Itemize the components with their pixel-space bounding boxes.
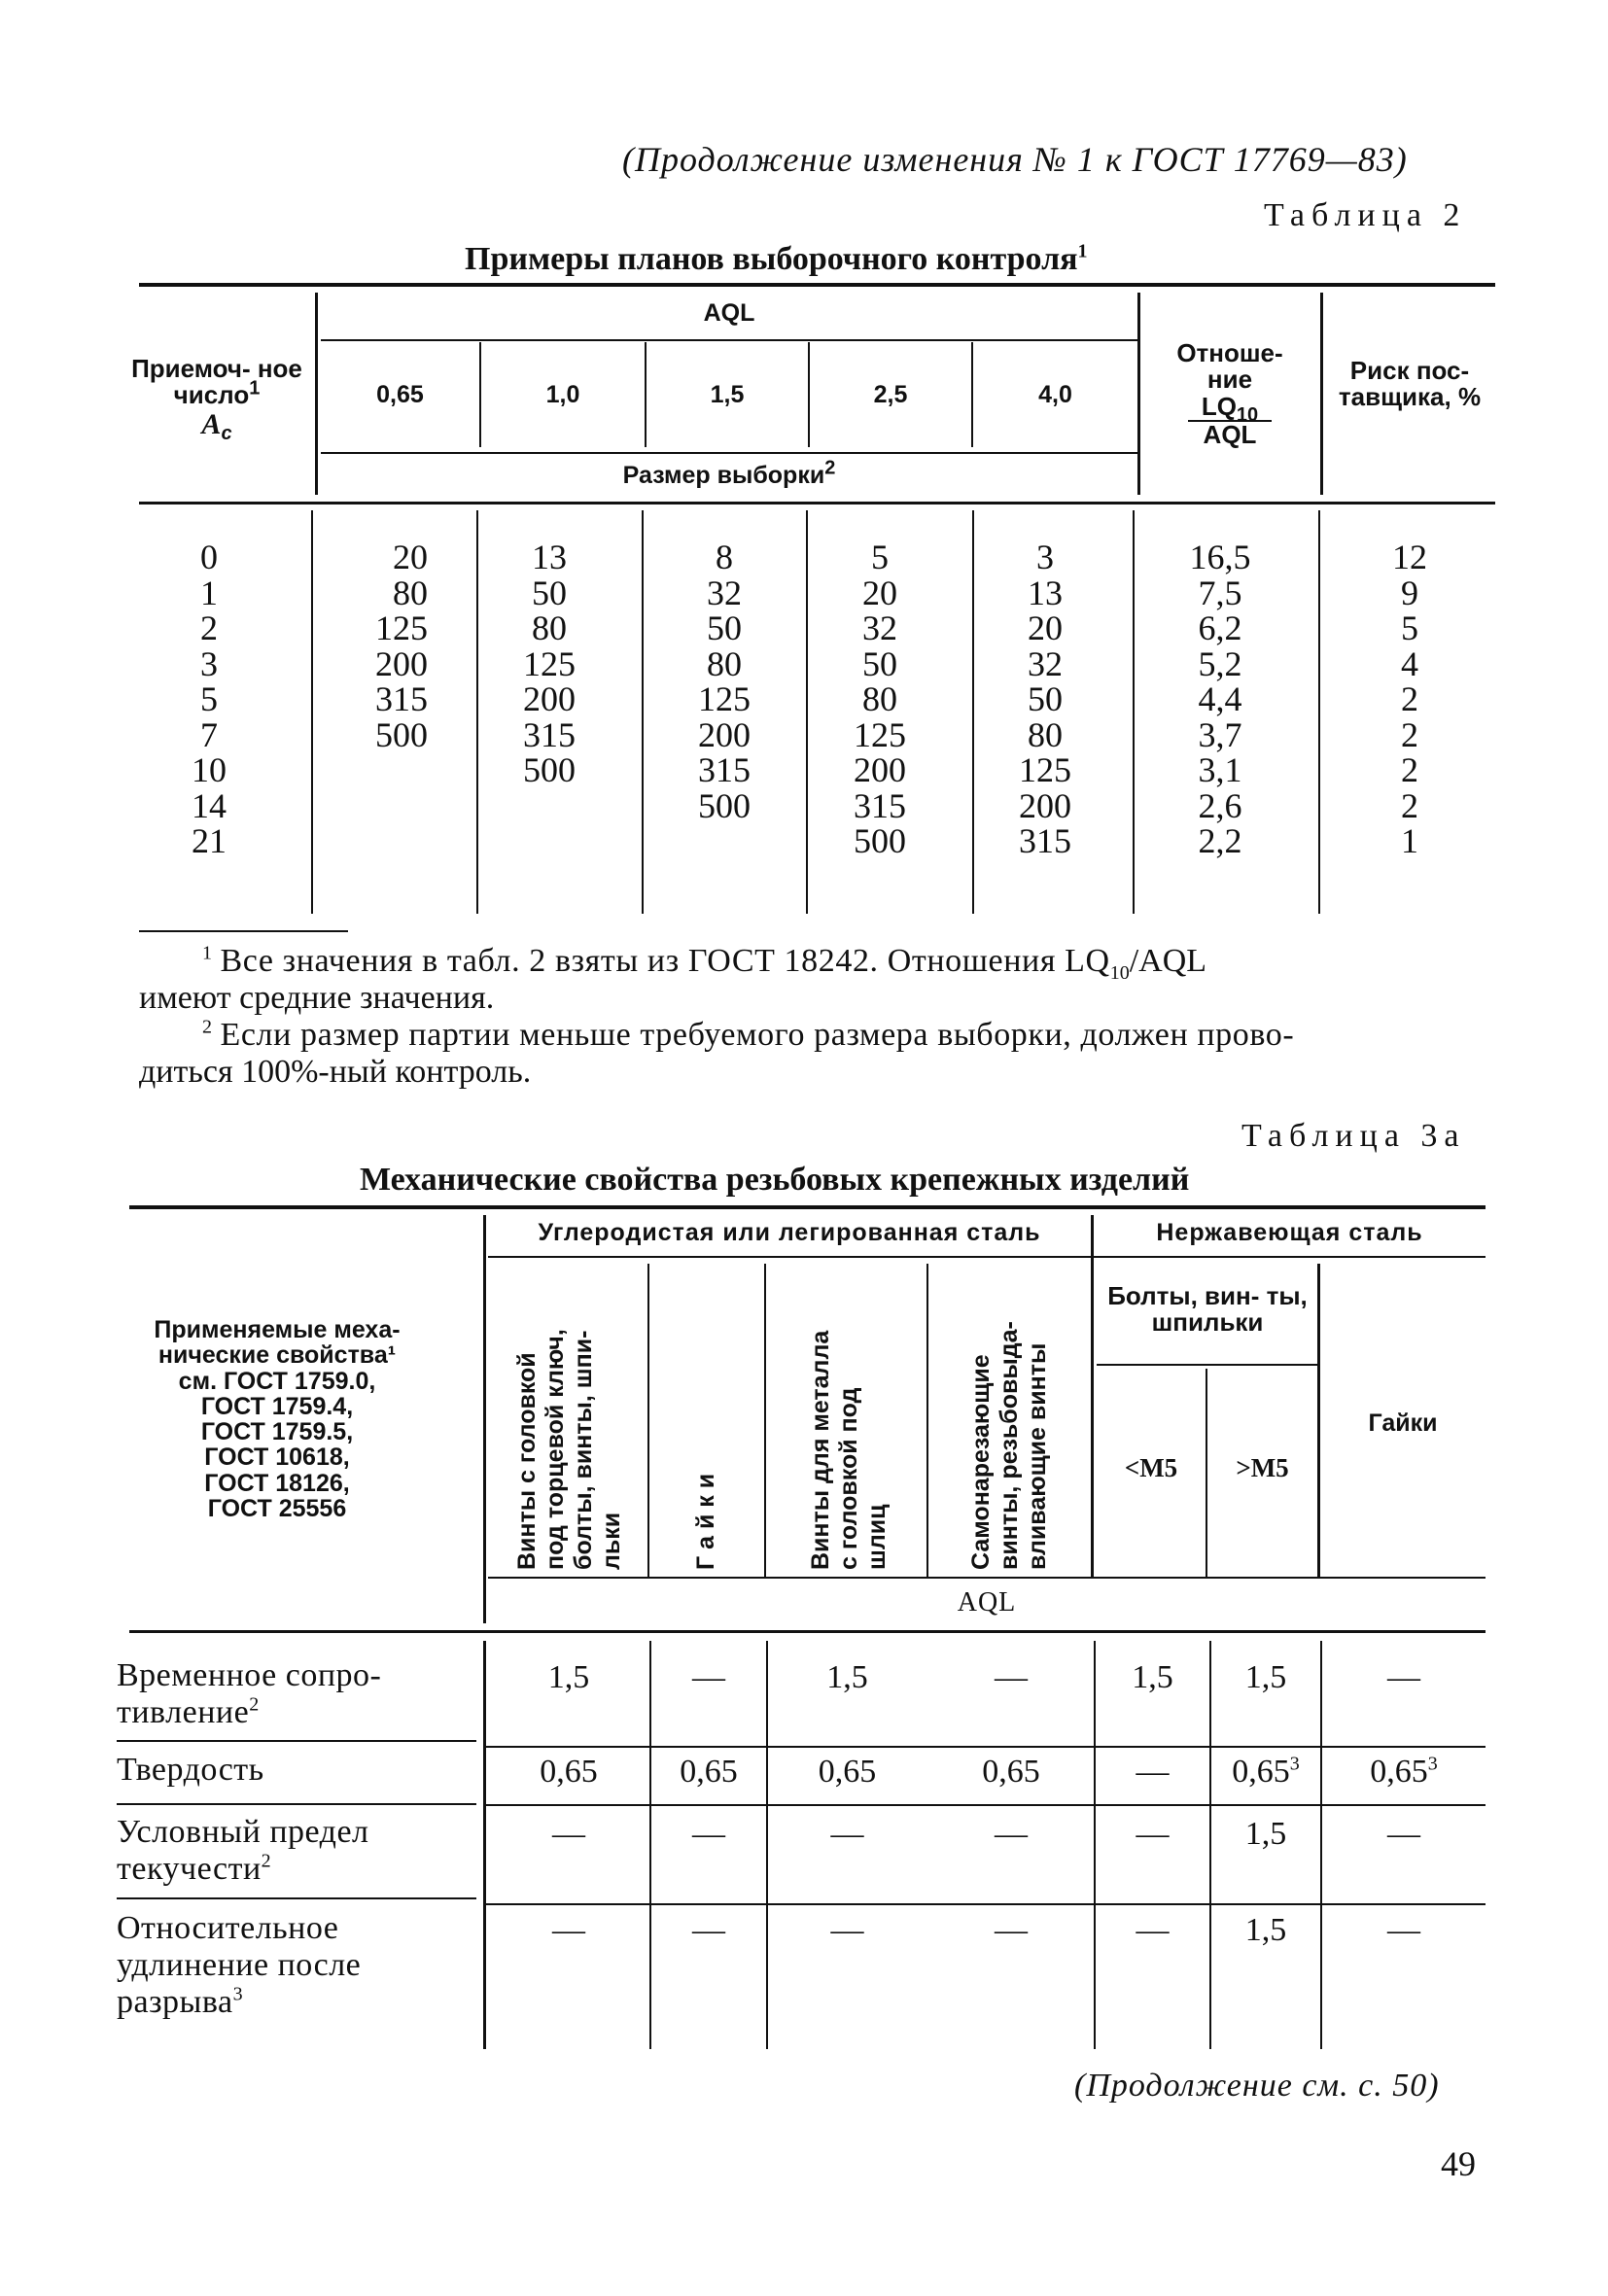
t3-row-label-2 (117, 1814, 369, 1888)
t3-head-col-bolt-screws (513, 1329, 626, 1570)
t2-cell-aql_25-5: 125 (854, 714, 906, 754)
t2-cell-aql_25-6: 200 (854, 750, 906, 789)
t2-cell-aql_15-3: 80 (707, 644, 742, 683)
t3-head-bolts: Болты, вин- ты, шпильки (1107, 1281, 1308, 1338)
t2-cell-acceptance-5: 7 (200, 714, 218, 754)
t3-row-2-label-sup: 2 (261, 1850, 272, 1872)
t2-cell-acceptance-7: 14 (192, 785, 227, 825)
t2-aql-10: 1,0 (545, 381, 580, 408)
t3-cell-r2-c6: — (1387, 1816, 1420, 1852)
t2-col-aql-40 (992, 539, 1099, 859)
footer-continuation: (Продолжение см. с. 50) (1074, 2068, 1440, 2104)
t2-cell-aql_40-3: 32 (1028, 644, 1063, 683)
t2-cell-acceptance-1: 1 (200, 573, 218, 612)
t3-head-props-line-2: см. ГОСТ 1759.0, (178, 1367, 376, 1395)
t2-aql-15: 1,5 (710, 381, 745, 408)
t2-cell-ratio-3: 5,2 (1198, 644, 1242, 683)
t3-cell-r2-c0: — (552, 1816, 585, 1852)
t2-cell-aql_10-0: 13 (532, 538, 567, 576)
t2-cell-aql_25-2: 32 (862, 609, 897, 647)
t3-cell-r0-c5: 1,5 (1244, 1659, 1287, 1695)
t3-head-col-3-line-2: вливающие винты (1024, 1342, 1051, 1570)
t3-cell-r2-c2: — (830, 1816, 864, 1852)
t3-cell-r1-c2: 0,65 (818, 1754, 877, 1790)
t3-head-gt-m5: >M5 (1236, 1453, 1289, 1482)
t2-head-sample-size-text: Размер выборки (622, 462, 825, 489)
footnote-1-end: /AQL (1129, 943, 1207, 979)
t2-cell-aql_25-0: 5 (871, 538, 889, 576)
t3-cell-r0-c3: — (995, 1659, 1028, 1695)
t3-head-col-metal-screws (807, 1331, 891, 1570)
t2-cell-aql_065-1: 80 (393, 573, 428, 612)
t3-row-1-label-line-0: Твердость (117, 1752, 264, 1788)
t2-cell-aql_065-3: 200 (375, 644, 428, 683)
t2-cell-risk-5: 2 (1401, 714, 1418, 754)
t2-cell-aql_15-5: 200 (698, 714, 751, 754)
t2-head-acceptance-text: Приемоч- ное число (131, 354, 302, 410)
footnote-1-text: Все значения в табл. 2 взяты из ГОСТ 18242. Отношения LQ (220, 943, 1110, 979)
t3-cell-r2-c3: — (995, 1816, 1028, 1852)
t3-cell-r1-c3: 0,65 (982, 1754, 1040, 1790)
t2-cell-risk-2: 5 (1401, 609, 1418, 647)
t3-cell-r3-c2: — (830, 1912, 864, 1948)
continuation-header: (Продолжение изменения № 1 к ГОСТ 17769—83) (622, 140, 1408, 179)
t2-col-aql-065 (321, 539, 428, 752)
t2-cell-aql_25-3: 50 (862, 644, 897, 683)
t3-cell-r0-c2: 1,5 (826, 1659, 868, 1695)
t2-cell-acceptance-8: 21 (192, 821, 227, 860)
t2-aql-25: 2,5 (873, 381, 908, 408)
t2-cell-aql_15-2: 50 (707, 609, 742, 647)
t3-head-carbon: Углеродистая или легированная сталь (538, 1219, 1041, 1246)
t3-head-col-1-line-0: Г а й к и (692, 1473, 719, 1570)
t3-head-col-0-line-1: под торцевой ключ, (542, 1329, 569, 1570)
t2-head-aql: AQL (703, 299, 755, 327)
t2-cell-aql_25-8: 500 (854, 821, 906, 860)
t2-cell-risk-4: 2 (1401, 679, 1418, 718)
t3-cell-r1-c1: 0,65 (680, 1754, 738, 1790)
t2-head-ratio (1142, 340, 1317, 448)
footnote-1-mark: 1 (202, 942, 212, 964)
t3-row-2-label-line-0: Условный предел (117, 1814, 369, 1850)
t2-head-ratio-line1: Отноше- (1176, 338, 1283, 367)
page-number: 49 (1441, 2144, 1476, 2183)
t3-row-3-label-line-2: разрыва$^3$ (117, 1983, 244, 2020)
t2-col-ratio (1152, 539, 1288, 859)
t2-col-aql-25 (826, 539, 933, 859)
t2-cell-aql_065-2: 125 (375, 609, 428, 647)
t2-cell-risk-8: 1 (1401, 821, 1418, 860)
t2-cell-aql_25-4: 80 (862, 679, 897, 718)
t3-head-col-3-line-0: Самонарезающие (967, 1354, 995, 1570)
t2-cell-aql_40-7: 200 (1019, 785, 1071, 825)
t2-cell-aql_40-8: 315 (1019, 821, 1071, 860)
t2-cell-aql_40-2: 20 (1028, 609, 1063, 647)
t2-cell-aql_10-5: 315 (523, 714, 576, 754)
t2-cell-aql_25-7: 315 (854, 785, 906, 825)
t2-cell-acceptance-3: 3 (200, 644, 218, 683)
t3-head-col-selftapping (967, 1321, 1052, 1570)
t2-head-ratio-numerator (1188, 391, 1272, 426)
t2-cell-aql_065-5: 500 (375, 714, 428, 754)
t2-head-ratio-num-sub: 10 (1236, 403, 1259, 426)
footnote-2 (139, 1017, 1495, 1091)
t2-cell-risk-0: 12 (1392, 538, 1427, 576)
t2-cell-aql_15-6: 315 (698, 750, 751, 789)
t3-cell-r2-c4: — (1136, 1816, 1170, 1852)
t2-cell-aql_15-0: 8 (716, 538, 733, 576)
t2-cell-acceptance-0: 0 (200, 538, 218, 576)
t2-cell-risk-3: 4 (1401, 644, 1418, 683)
t2-cell-acceptance-2: 2 (200, 609, 218, 647)
t3-head-col-2-line-2: шлиц (863, 1504, 891, 1570)
t3-head-props-line-0: Применяемые меха- (154, 1316, 401, 1343)
t2-head-acceptance-sub: c (221, 422, 232, 444)
t2-cell-aql_10-1: 50 (532, 573, 567, 612)
t2-cell-aql_10-3: 125 (523, 644, 576, 683)
t3-row-0-label-line-0: Временное сопро- (117, 1657, 382, 1693)
t2-head-ratio-denominator: AQL (1203, 419, 1257, 449)
t3-cell-r0-c1: — (692, 1659, 725, 1695)
t3-head-col-2-line-1: с головкой под (835, 1387, 862, 1570)
t3-cell-r3-c4: — (1136, 1912, 1170, 1948)
footnote-1-line2: имеют средние значения. (139, 980, 495, 1016)
t3-row-label-0 (117, 1657, 381, 1731)
t3-head-aql: AQL (957, 1587, 1017, 1618)
t2-cell-aql_15-7: 500 (698, 785, 751, 825)
t3-head-nuts: Гайки (1368, 1409, 1438, 1437)
t3-head-props-line-3: ГОСТ 1759.4, (200, 1392, 354, 1420)
t2-cell-ratio-6: 3,1 (1198, 750, 1242, 789)
t3-row-0-label-sup: 2 (249, 1693, 260, 1716)
t3-head-col-3-line-1: винты, резьбовыда- (996, 1321, 1023, 1570)
t3-cell-r1-c0: 0,65 (540, 1754, 598, 1790)
t3-head-col-2-line-0: Винты для металла (807, 1330, 834, 1570)
t3-cell-r1-c4: — (1136, 1754, 1170, 1790)
t3-cell-r0-c0: 1,5 (547, 1659, 590, 1695)
t2-cell-ratio-4: 4,4 (1198, 679, 1242, 718)
t2-head-sample-size (321, 457, 1137, 490)
t2-aql-40: 4,0 (1038, 381, 1072, 408)
table2-title-sup: 1 (1077, 240, 1088, 262)
t2-cell-aql_10-2: 80 (532, 609, 567, 647)
footnote-2-text: Если размер партии меньше требуемого размера выборки, должен прово- (220, 1017, 1295, 1053)
table3a-label: Таблица 3а (1241, 1118, 1466, 1154)
table3a-title: Механические свойства резьбовых крепежных изделий (360, 1162, 1190, 1198)
t2-cell-ratio-0: 16,5 (1189, 538, 1251, 576)
t2-cell-acceptance-4: 5 (200, 679, 218, 718)
t3-head-lt-m5: <M5 (1124, 1453, 1178, 1482)
t2-cell-ratio-5: 3,7 (1198, 714, 1242, 754)
t3-head-props-line-4: ГОСТ 1759.5, (200, 1418, 354, 1445)
t3-row-label-1 (117, 1752, 264, 1789)
t2-head-acceptance-sup: 1 (249, 377, 261, 400)
t3-head-col-nuts (692, 1474, 720, 1570)
t3-cell-r3-c3: — (995, 1912, 1028, 1948)
t2-cell-ratio-7: 2,6 (1198, 785, 1242, 825)
t2-cell-ratio-1: 7,5 (1198, 573, 1242, 612)
t2-cell-aql_15-4: 125 (698, 679, 751, 718)
table2-label: Таблица 2 (1264, 197, 1467, 233)
footnote-1-sub: 10 (1109, 961, 1130, 984)
t3-row-3-label-line-0: Относительное (117, 1910, 339, 1946)
t2-cell-aql_40-1: 13 (1028, 573, 1063, 612)
t3-cell-r1-c6: 0,65$^3$ (1370, 1753, 1438, 1790)
t2-cell-risk-6: 2 (1401, 750, 1418, 789)
t2-cell-aql_40-6: 125 (1019, 750, 1071, 789)
t3-head-props-line-7: ГОСТ 25556 (207, 1494, 347, 1522)
footnote-2-line2: диться 100%-ный контроль. (139, 1054, 532, 1090)
t3-cell-r2-c1: — (692, 1816, 725, 1852)
t3-cell-r3-c1: — (692, 1912, 725, 1948)
t2-col-acceptance (165, 539, 253, 859)
t2-cell-aql_40-4: 50 (1028, 679, 1063, 718)
t2-cell-aql_065-4: 315 (375, 679, 428, 718)
table2-title-text: Примеры планов выборочного контроля (465, 241, 1078, 277)
t2-cell-aql_25-1: 20 (862, 573, 897, 612)
t2-cell-aql_40-0: 3 (1036, 538, 1054, 576)
t3-cell-r1-c5: 0,65$^3$ (1232, 1753, 1300, 1790)
t2-cell-aql_10-6: 500 (523, 750, 576, 789)
t3-cell-r0-c6: — (1387, 1659, 1420, 1695)
t2-head-acceptance-symbol: A (201, 407, 222, 440)
t2-head-sample-size-sup: 2 (824, 457, 836, 479)
t2-cell-ratio-8: 2,2 (1198, 821, 1242, 860)
t3-cell-r3-c0: — (552, 1912, 585, 1948)
t3-row-3-label-sup: 3 (232, 1983, 244, 2005)
t3-row-3-label-line-1: удлинение после (117, 1947, 362, 1983)
t2-cell-aql_10-4: 200 (523, 679, 576, 718)
t3-head-props-line-1: нические свойства¹ (157, 1341, 397, 1370)
t2-head-ratio-num-text: LQ (1201, 391, 1237, 421)
t2-head-risk: Риск пос- тавщика, % (1338, 356, 1482, 412)
t2-cell-acceptance-6: 10 (192, 750, 227, 789)
footnote-2-mark: 2 (202, 1016, 212, 1038)
t2-cell-aql_40-5: 80 (1028, 714, 1063, 754)
footnote-1 (139, 943, 1495, 1017)
t2-cell-risk-7: 2 (1401, 785, 1418, 825)
t2-cell-aql_065-0: 20 (393, 538, 428, 576)
table2-title (465, 241, 1088, 278)
t2-head-ratio-line2: ние (1206, 365, 1253, 395)
t2-head-acceptance (124, 354, 309, 444)
t2-cell-risk-1: 9 (1401, 573, 1418, 612)
t3-head-props-line-5: ГОСТ 10618, (204, 1444, 350, 1472)
t3-cell-r1-c5-sup: 3 (1289, 1753, 1300, 1775)
t2-col-aql-10 (496, 539, 603, 788)
t3-cell-r0-c4: 1,5 (1132, 1659, 1173, 1695)
t3-row-label-3 (117, 1910, 361, 2021)
t3-head-col-0-line-2: болты, винты, шпи- (570, 1330, 597, 1570)
t3-cell-r1-c6-sup: 3 (1427, 1753, 1438, 1775)
t3-head-stainless: Нержавеющая сталь (1156, 1219, 1423, 1246)
t3-row-2-label-line-1: текучести$^2$ (117, 1850, 272, 1887)
t3-row-0-label-line-1: тивление$^2$ (117, 1693, 260, 1730)
t3-cell-r2-c5: 1,5 (1244, 1816, 1287, 1852)
t3-cell-r3-c5: 1,5 (1244, 1912, 1287, 1948)
t3-head-col-0-line-0: Винты с головкой (513, 1352, 541, 1570)
t3-head-col-0-line-3: льки (598, 1512, 625, 1570)
t2-cell-aql_15-1: 32 (707, 573, 742, 612)
t3-head-props-line-6: ГОСТ 18126, (204, 1469, 350, 1497)
t3-head-props (131, 1317, 423, 1521)
t3-cell-r3-c6: — (1387, 1912, 1420, 1948)
t2-cell-ratio-2: 6,2 (1198, 609, 1242, 647)
t2-col-aql-15 (671, 539, 778, 823)
t2-col-risk (1356, 539, 1463, 859)
t2-aql-065: 0,65 (376, 381, 424, 408)
